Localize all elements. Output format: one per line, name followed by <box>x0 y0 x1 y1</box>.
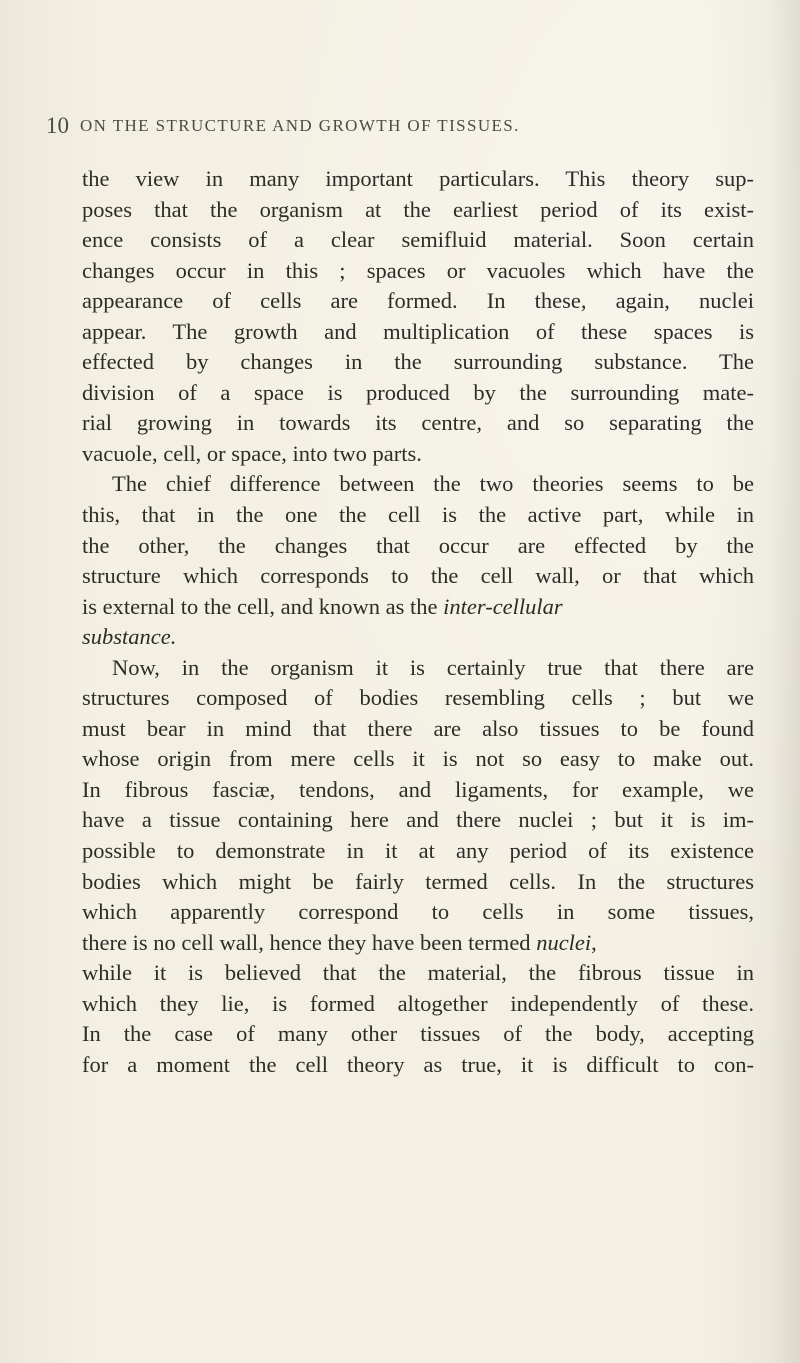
text-line: bodies which might be fairly termed cells. In the structures <box>82 868 754 894</box>
text-line: for a moment the cell theory as true, it is difficult to con- <box>82 1051 754 1077</box>
text-line: effected by changes in the surrounding substance. The <box>82 349 754 375</box>
text-line: this, that in the one the cell is the active part, while in <box>82 502 754 528</box>
text-line: In the case of many other tissues of the body, accepting <box>82 1021 754 1047</box>
text-line: possible to demonstrate in it at any period of its existence <box>82 838 754 864</box>
italic-term-inter-cellular: inter-cellular <box>443 593 563 619</box>
text-line: must bear in mind that there are also tissues to be found <box>82 715 754 741</box>
text-line: poses that the organism at the earliest period of its exist- <box>82 196 754 222</box>
page-number: 10 <box>46 113 69 138</box>
text-line: structure which corresponds to the cell wall, or that which <box>82 563 754 589</box>
text-line: which they lie, is formed altogether independently of these. <box>82 990 754 1016</box>
italic-term-nuclei: nuclei <box>536 929 592 955</box>
text-fragment: there is no cell wall, hence they have been termed <box>82 929 537 955</box>
italic-term-substance: substance. <box>82 624 177 650</box>
text-line: structures composed of bodies resembling cells ; but we <box>82 685 754 711</box>
text-line-with-italic <box>82 592 754 623</box>
text-line: the other, the changes that occur are effected by the <box>82 532 754 558</box>
text-line: the view in many important particulars. This theory sup- <box>82 166 754 191</box>
text-line: appearance of cells are formed. In these, again, nuclei <box>82 288 754 314</box>
text-line: which apparently correspond to cells in some tissues, <box>82 899 754 925</box>
text-line: vacuole, cell, or space, into two parts. <box>82 440 422 466</box>
text-line: In fibrous fasciæ, tendons, and ligaments, for example, we <box>82 776 754 802</box>
text-line: appear. The growth and multiplication of these spaces is <box>82 318 754 344</box>
text-line: division of a space is produced by the surrounding mate- <box>82 379 754 405</box>
text-line: have a tissue containing here and there nuclei ; but it is im- <box>82 807 754 833</box>
text-line: Now, in the organism it is certainly true that there are <box>112 654 754 680</box>
text-line-with-italic <box>82 928 754 959</box>
text-line: while it is believed that the material, the fibrous tissue in <box>82 960 754 986</box>
text-fragment: is external to the cell, and known as the <box>82 593 444 619</box>
text-line: whose origin from mere cells it is not so easy to make out. <box>82 746 754 772</box>
page-edge-shadow <box>770 0 800 1363</box>
running-head <box>46 112 766 140</box>
comma: , <box>591 929 597 955</box>
text-line: The chief difference between the two theories seems to be <box>112 471 754 497</box>
text-line: ence consists of a clear semifluid material. Soon certain <box>82 227 754 253</box>
running-title: ON THE STRUCTURE AND GROWTH OF TISSUES. <box>80 116 520 135</box>
body-text <box>82 164 754 1080</box>
text-line: rial growing in towards its centre, and so separating the <box>82 410 754 436</box>
text-line: changes occur in this ; spaces or vacuoles which have the <box>82 257 754 283</box>
